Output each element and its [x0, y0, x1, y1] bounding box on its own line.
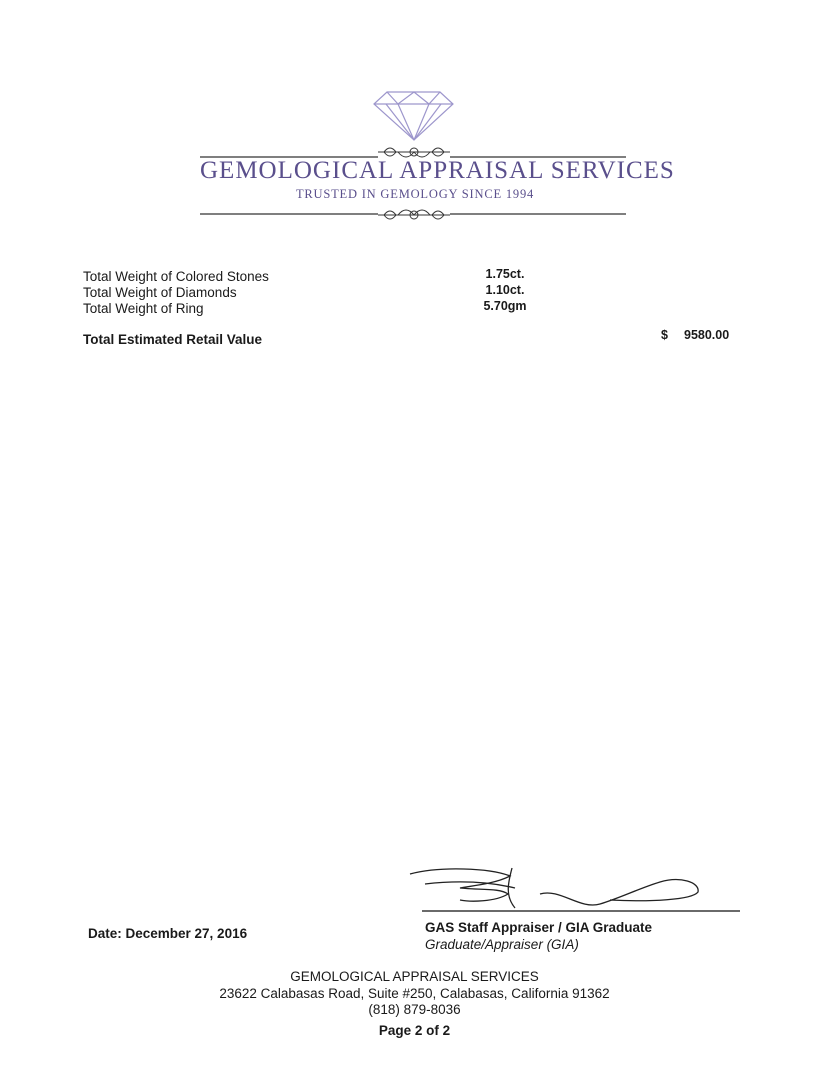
- weight-label-ring: Total Weight of Ring: [83, 301, 204, 316]
- footer-company: GEMOLOGICAL APPRAISAL SERVICES: [290, 969, 539, 984]
- bottom-ornament-rule: [200, 210, 626, 219]
- handwritten-signature: [410, 868, 698, 908]
- page-number: Page 2 of 2: [378, 1023, 451, 1038]
- weight-label-diamonds: Total Weight of Diamonds: [83, 285, 237, 300]
- signature-graphic: [400, 858, 745, 918]
- total-value-amount: 9580.00: [684, 328, 730, 342]
- diamond-icon: [374, 92, 453, 140]
- appraisal-date: Date: December 27, 2016: [88, 926, 248, 941]
- appraiser-subtitle: Graduate/Appraiser (GIA): [425, 937, 579, 952]
- company-name: GEMOLOGICAL APPRAISAL SERVICES: [200, 157, 675, 184]
- company-tagline: TRUSTED IN GEMOLOGY SINCE 1994: [295, 187, 535, 201]
- footer-phone: (818) 879-8036: [368, 1002, 461, 1017]
- weight-value-ring: 5.70gm: [483, 299, 527, 313]
- weight-value-colored-stones: 1.75ct.: [485, 267, 525, 281]
- appraiser-title: GAS Staff Appraiser / GIA Graduate: [425, 920, 653, 935]
- top-ornament-rule: [200, 148, 626, 157]
- weight-value-diamonds: 1.10ct.: [485, 283, 525, 297]
- weight-label-colored-stones: Total Weight of Colored Stones: [83, 269, 269, 284]
- total-value-label: Total Estimated Retail Value: [83, 332, 263, 347]
- letterhead-graphic: [0, 0, 829, 240]
- footer-address: 23622 Calabasas Road, Suite #250, Calabasas, California 91362: [219, 986, 610, 1001]
- currency-symbol: $: [661, 328, 668, 342]
